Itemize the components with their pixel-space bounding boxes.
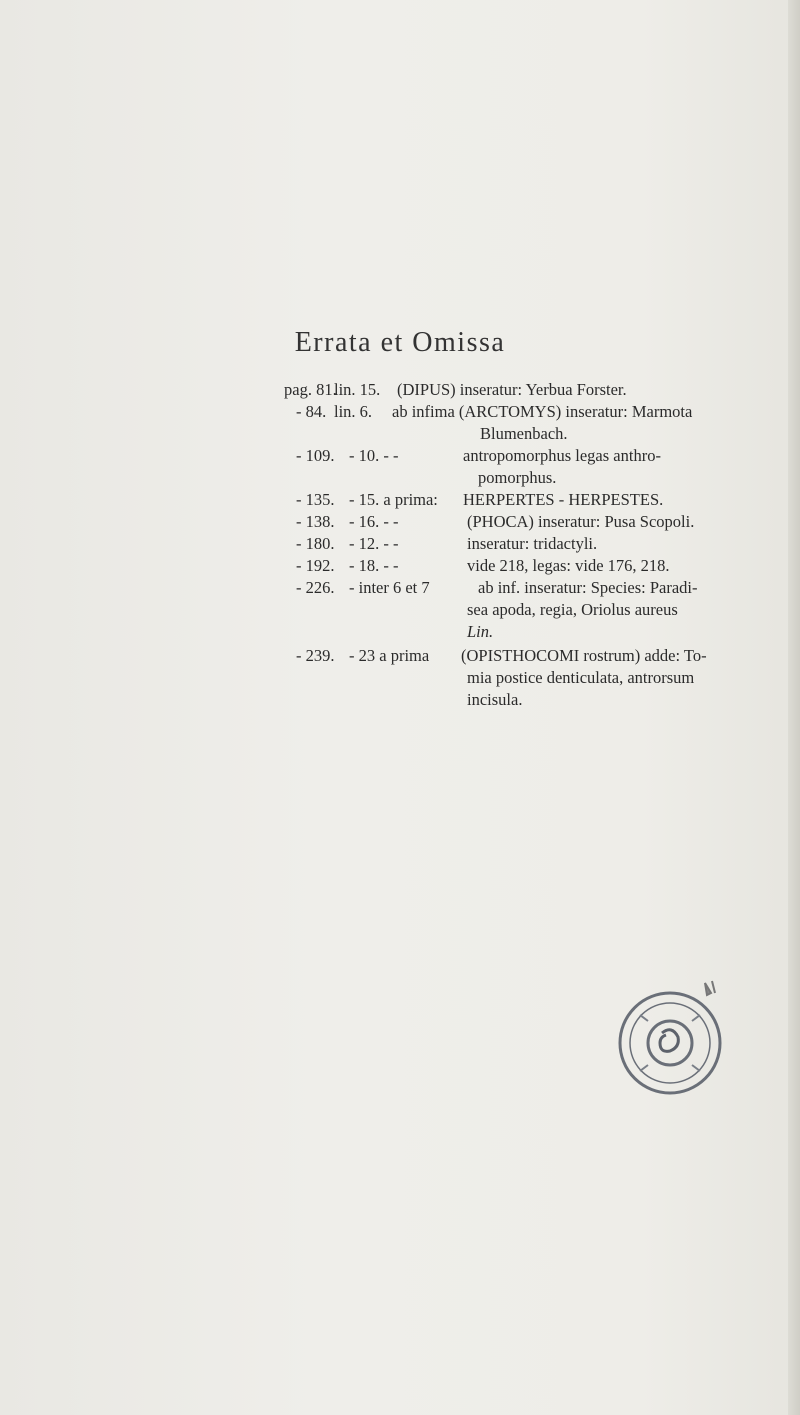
errata-row [0, 578, 800, 600]
errata-row-continuation [0, 622, 800, 644]
line-ref: - 15. a prima: [349, 490, 438, 509]
correction-text: (OPISTHOCOMI rostrum) adde: To- [461, 646, 707, 665]
page-ref: - 109. [296, 446, 335, 465]
correction-continuation: pomorphus. [478, 468, 557, 487]
page-ref: - 180. [296, 534, 335, 553]
line-ref: - 12. - - [349, 534, 399, 553]
correction-continuation: Blumenbach. [480, 424, 568, 443]
correction-text: ab infima (ARCTOMYS) inseratur: Marmota [392, 402, 693, 421]
line-ref: - 16. - - [349, 512, 399, 531]
correction-continuation: incisula. [467, 690, 523, 709]
correction-continuation: mia postice denticulata, antrorsum [467, 668, 695, 687]
errata-row [0, 402, 800, 424]
errata-row [0, 534, 800, 556]
errata-row [0, 646, 800, 668]
page-ref: - 192. [296, 556, 335, 575]
errata-row [0, 490, 800, 512]
errata-row-continuation [0, 600, 800, 622]
correction-continuation: sea apoda, regia, Oriolus aureus [467, 600, 678, 619]
errata-row [0, 512, 800, 534]
page-ref: - 135. [296, 490, 335, 509]
correction-text: vide 218, legas: vide 176, 218. [467, 556, 670, 575]
errata-row-continuation [0, 424, 800, 446]
correction-continuation: Lin. [467, 622, 494, 641]
page-title: Errata et Omissa [294, 327, 506, 358]
line-ref: - inter 6 et 7 [349, 578, 430, 597]
errata-row-continuation [0, 468, 800, 490]
correction-text: (PHOCA) inseratur: Pusa Scopoli. [467, 512, 695, 531]
correction-text: ab inf. inseratur: Species: Paradi- [478, 578, 698, 597]
line-ref: - 23 a prima [349, 646, 430, 665]
errata-row [0, 556, 800, 578]
errata-row [0, 446, 800, 468]
correction-text: HERPERTES - HERPESTES. [463, 490, 664, 509]
page-ref: - 239. [296, 646, 335, 665]
correction-text: antropomorphus legas anthro- [463, 446, 661, 465]
page-ref: - 84. [296, 402, 327, 421]
line-ref: - 10. - - [349, 446, 399, 465]
line-ref: lin. 6. [334, 402, 373, 421]
page-ref: - 138. [296, 512, 335, 531]
correction-text: (DIPUS) inseratur: Yerbua Forster. [397, 380, 627, 399]
line-ref: lin. 15. [334, 380, 381, 399]
line-ref: - 18. - - [349, 556, 399, 575]
page-ref: pag. 81. [284, 380, 337, 399]
seal-stamp-icon [600, 975, 740, 1105]
errata-row-continuation [0, 668, 800, 690]
correction-text: inseratur: tridactyli. [467, 534, 598, 553]
errata-row-continuation [0, 690, 800, 712]
errata-row [0, 380, 800, 402]
page-ref: - 226. [296, 578, 335, 597]
